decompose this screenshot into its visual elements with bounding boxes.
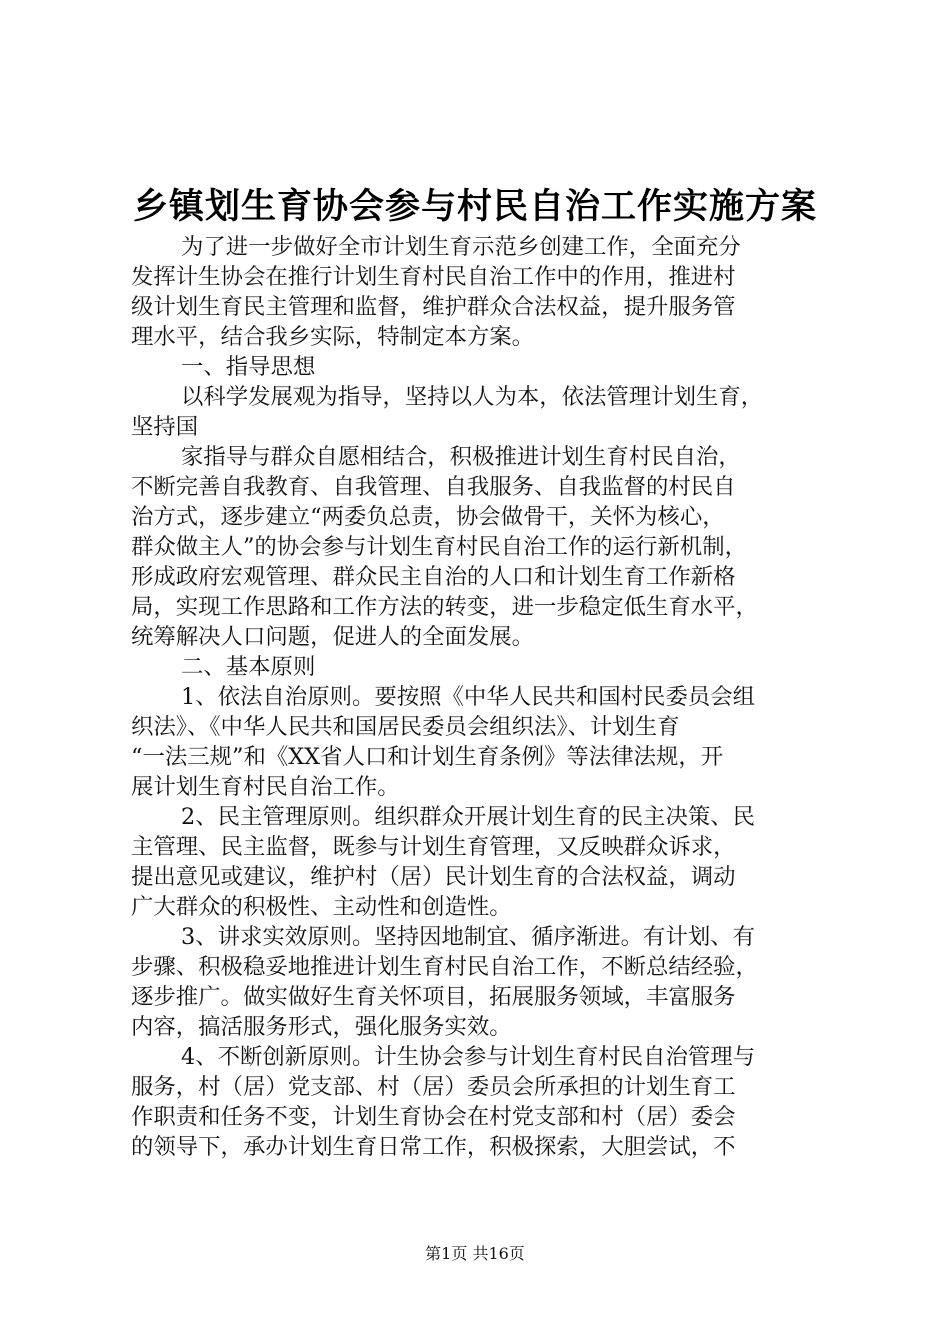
text-line: 为了进一步做好全市计划生育示范乡创建工作，全面充分 bbox=[181, 234, 741, 260]
section-heading: 二、基本原则 bbox=[181, 654, 316, 680]
text-line: 不断完善自我教育、自我管理、自我服务、自我监督的村民自 bbox=[131, 474, 736, 500]
document-body bbox=[131, 232, 831, 1162]
section-heading: 一、指导思想 bbox=[181, 354, 316, 380]
text-line: 群众做主人”的协会参与计划生育村民自治工作的运行新机制， bbox=[131, 534, 747, 560]
text-line: 的领导下，承办计划生育日常工作，积极探索，大胆尝试，不 bbox=[131, 1134, 736, 1160]
text-line: 织法》、《中华人民共和国居民委员会组织法》、计划生育 bbox=[131, 714, 680, 740]
text-line: 治方式，逐步建立“两委负总责，协会做骨干，关怀为核心， bbox=[131, 504, 725, 530]
text-line: 以科学发展观为指导，坚持以人为本，依法管理计划生育， bbox=[181, 384, 764, 410]
text-line: 理水平，结合我乡实际，特制定本方案。 bbox=[131, 324, 535, 350]
document-title: 乡镇划生育协会参与村民自治工作实施方案 bbox=[132, 186, 817, 227]
text-line: 广大群众的积极性、主动性和创造性。 bbox=[131, 894, 512, 920]
text-line: 统筹解决人口问题，促进人的全面发展。 bbox=[131, 624, 535, 650]
text-line: 展计划生育村民自治工作。 bbox=[131, 774, 400, 800]
text-line: 作职责和任务不变，计划生育协会在村党支部和村（居）委会 bbox=[131, 1104, 736, 1130]
text-line: 3、讲求实效原则。坚持因地制宜、循序渐进。有计划、有 bbox=[181, 924, 756, 950]
text-line: 逐步推广。做实做好生育关怀项目，拓展服务领域，丰富服务 bbox=[131, 984, 736, 1010]
text-line: 提出意见或建议，维护村（居）民计划生育的合法权益，调动 bbox=[131, 864, 736, 890]
text-line: 级计划生育民主管理和监督，维护群众合法权益，提升服务管 bbox=[131, 294, 736, 320]
text-line: 内容，搞活服务形式，强化服务实效。 bbox=[131, 1014, 512, 1040]
text-line: 坚持国 bbox=[131, 414, 199, 440]
page-footer: 第1页 共16页 bbox=[425, 1244, 525, 1263]
text-line: 4、不断创新原则。计生协会参与计划生育村民自治管理与 bbox=[181, 1044, 756, 1070]
text-line: 家指导与群众自愿相结合，积极推进计划生育村民自治， bbox=[181, 444, 741, 470]
text-line: 局，实现工作思路和工作方法的转变，进一步稳定低生育水平， bbox=[131, 594, 758, 620]
text-line: 形成政府宏观管理、群众民主自治的人口和计划生育工作新格 bbox=[131, 564, 736, 590]
text-line: 发挥计生协会在推行计划生育村民自治工作中的作用，推进村 bbox=[131, 264, 736, 290]
text-line: “一法三规”和《XX省人口和计划生育条例》等法律法规，开 bbox=[131, 744, 724, 770]
text-line: 步骤、积极稳妥地推进计划生育村民自治工作，不断总结经验， bbox=[131, 954, 758, 980]
text-line: 主管理、民主监督，既参与计划生育管理，又反映群众诉求， bbox=[131, 834, 736, 860]
text-line: 1、依法自治原则。要按照《中华人民共和国村民委员会组 bbox=[181, 684, 756, 710]
text-line: 2、民主管理原则。组织群众开展计划生育的民主决策、民 bbox=[181, 804, 756, 830]
text-line: 服务，村（居）党支部、村（居）委员会所承担的计划生育工 bbox=[131, 1074, 736, 1100]
